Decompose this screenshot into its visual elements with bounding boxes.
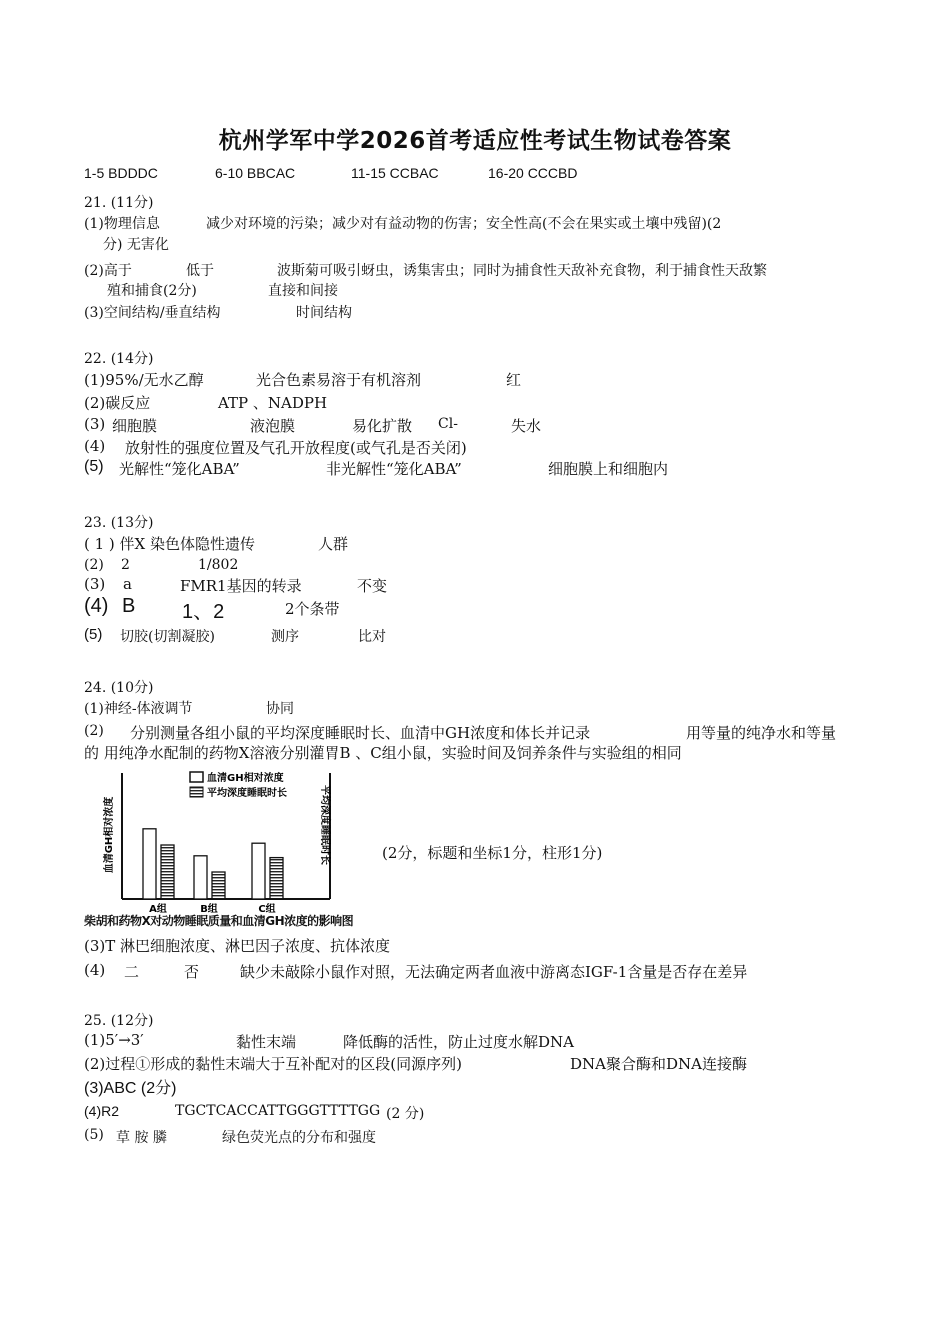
q25-part5-b: 草 胺 膦: [116, 1130, 167, 1146]
q22-part1-b: 光合色素易溶于有机溶剂: [256, 371, 422, 389]
q23-part2-c: 1/802: [198, 557, 239, 573]
mc-answer-11-15: 11-15 CCBAC: [351, 165, 439, 181]
q23-part5-d: 比对: [358, 629, 386, 645]
q23-part4-b: B: [122, 595, 136, 617]
legend-label-gh: 血清GH相对浓度: [207, 773, 284, 784]
q25-part4-a: (4)R2: [84, 1103, 120, 1119]
q21-part2-b: 低于: [186, 263, 214, 279]
q25-part2-a: (2)过程①形成的黏性末端大于互补配对的区段(同源序列): [84, 1055, 462, 1073]
q21-part2-a: (2)高于: [84, 263, 132, 279]
q24-part4-d: 缺少未敲除小鼠作对照，无法确定两者血液中游离态IGF-1含量是否存在差异: [240, 963, 748, 981]
q21-part2-e: 直接和间接: [268, 283, 338, 299]
q25-part1-a: (1)5′→3′: [84, 1031, 144, 1049]
q22-part3-b: 细胞膜: [112, 417, 158, 435]
q24-part2-b: 分别测量各组小鼠的平均深度睡眠时长、血清中GH浓度和体长并记录: [130, 724, 591, 742]
q22-part5-a: (5): [84, 458, 104, 475]
q22-part3-c: 液泡膜: [250, 417, 296, 435]
y-axis-label-right: 平均深度睡眠时长: [319, 785, 330, 865]
q23-part1-a: ( 1 ) 伴X 染色体隐性遗传: [84, 535, 255, 553]
q23-part3-c: FMR1基因的转录: [180, 577, 302, 595]
legend-swatch-gh: [190, 772, 203, 782]
q25-part1-c: 降低酶的活性，防止过度水解DNA: [343, 1033, 574, 1051]
chart-score-note: (2分，标题和坐标1分，柱形1分): [382, 844, 603, 862]
q24-part1-a: (1)神经-体液调节: [84, 701, 193, 717]
q21-part2-d: 殖和捕食(2分): [107, 283, 197, 299]
q25-part3: (3)ABC (2分): [84, 1080, 177, 1097]
bar-sleep-2: [270, 858, 283, 899]
q23-part5-a: (5): [84, 626, 103, 643]
x-tick-label: C组: [258, 904, 276, 915]
q22-part4-b: 放射性的强度位置及气孔开放程度(或气孔是否关闭): [125, 439, 467, 457]
q22-part3-f: 失水: [511, 417, 542, 435]
q23-heading: 23. (13分): [84, 515, 154, 531]
q22-part1-a: (1)95%/无水乙醇: [84, 371, 204, 389]
mc-answer-16-20: 16-20 CCCBD: [488, 165, 578, 181]
q23-part3-a: (3): [84, 575, 106, 593]
q22-heading: 22. (14分): [84, 351, 154, 367]
mc-answer-6-10: 6-10 BBCAC: [215, 165, 296, 181]
q21-heading: 21. (11分): [84, 195, 154, 211]
q22-part2-b: ATP 、NADPH: [218, 394, 328, 412]
q21-part1-a: (1)物理信息: [84, 216, 160, 232]
q22-part3-d: 易化扩散: [352, 417, 413, 435]
q23-part3-b: a: [123, 575, 132, 593]
q23-part2-a: (2): [84, 557, 104, 573]
q25-part2-b: DNA聚合酶和DNA连接酶: [570, 1055, 747, 1073]
q25-heading: 25. (12分): [84, 1013, 154, 1029]
q23-part2-b: 2: [121, 557, 130, 573]
legend-swatch-sleep: [190, 787, 203, 797]
q24-part4-a: (4): [84, 961, 106, 979]
bar-sleep-0: [161, 845, 174, 899]
y-axis-label-left: 血清GH相对浓度: [104, 796, 115, 874]
q23-part4-a: (4): [84, 595, 109, 617]
bar-gh-1: [194, 856, 207, 899]
q21-part1-b: 减少对环境的污染；减少对有益动物的伤害；安全性高(不会在果实或土壤中残留)(2: [206, 216, 722, 232]
q24-part3: (3)T 淋巴细胞浓度、淋巴因子浓度、抗体浓度: [84, 937, 391, 955]
x-tick-label: B组: [200, 904, 218, 915]
q23-part3-d: 不变: [357, 577, 388, 595]
q24-part1-b: 协同: [266, 701, 294, 717]
q22-part3-e: Cl-: [438, 416, 458, 432]
q23-part5-c: 测序: [271, 629, 299, 645]
q21-part2-c: 波斯菊可吸引蚜虫，诱集害虫；同时为捕食性天敌补充食物，利于捕食性天敌繁: [277, 263, 767, 279]
chart-title: 柴胡和药物X对动物睡眠质量和血清GH浓度的影响图: [84, 914, 354, 928]
q22-part4-a: (4): [84, 437, 106, 455]
q22-part5-c: 非光解性“笼化ABA”: [326, 460, 462, 478]
q23-part5-b: 切胶(切割凝胶): [120, 629, 215, 645]
bar-gh-2: [252, 843, 265, 899]
q22-part3-a: (3): [84, 415, 106, 433]
q25-part4-sequence: TGCTCACCATTGGGTTTTGG: [175, 1103, 381, 1119]
q22-part5-d: 细胞膜上和细胞内: [548, 460, 669, 478]
q24-part2-d: 的 用纯净水配制的药物X溶液分别灌胃B 、C组小鼠，实验时间及饲养条件与实验组的相同: [84, 744, 682, 762]
q22-part2-a: (2)碳反应: [84, 394, 151, 412]
q23-part4-d: 2个条带: [285, 600, 340, 618]
legend-label-sleep: 平均深度睡眠时长: [207, 788, 287, 799]
q25-part5-a: (5): [84, 1127, 104, 1143]
q23-part4-c: 1、2: [182, 601, 225, 623]
q22-part1-c: 红: [506, 371, 522, 389]
q21-part1-c: 分) 无害化: [103, 237, 169, 253]
bar-gh-0: [143, 829, 156, 899]
q24-part2-c: 用等量的纯净水和等量: [686, 724, 837, 742]
q25-part4-score: (2 分): [386, 1106, 425, 1122]
x-tick-label: A组: [149, 904, 167, 915]
q24-part4-b: 二: [124, 963, 140, 981]
q24-part2-a: (2): [84, 723, 104, 739]
q25-part1-b: 黏性末端: [236, 1033, 297, 1051]
q24-part4-c: 否: [184, 963, 200, 981]
q23-part1-b: 人群: [318, 535, 349, 553]
page-title: 杭州学军中学2026首考适应性考试生物试卷答案: [218, 128, 732, 154]
q22-part5-b: 光解性“笼化ABA”: [119, 460, 240, 478]
q21-part3-b: 时间结构: [296, 305, 352, 321]
mc-answer-1-5: 1-5 BDDDC: [84, 165, 158, 181]
q25-part5-c: 绿色荧光点的分布和强度: [222, 1130, 376, 1146]
bar-sleep-1: [212, 872, 225, 899]
q21-part3-a: (3)空间结构/垂直结构: [84, 305, 221, 321]
q24-heading: 24. (10分): [84, 680, 154, 696]
bar-chart: [100, 765, 340, 915]
